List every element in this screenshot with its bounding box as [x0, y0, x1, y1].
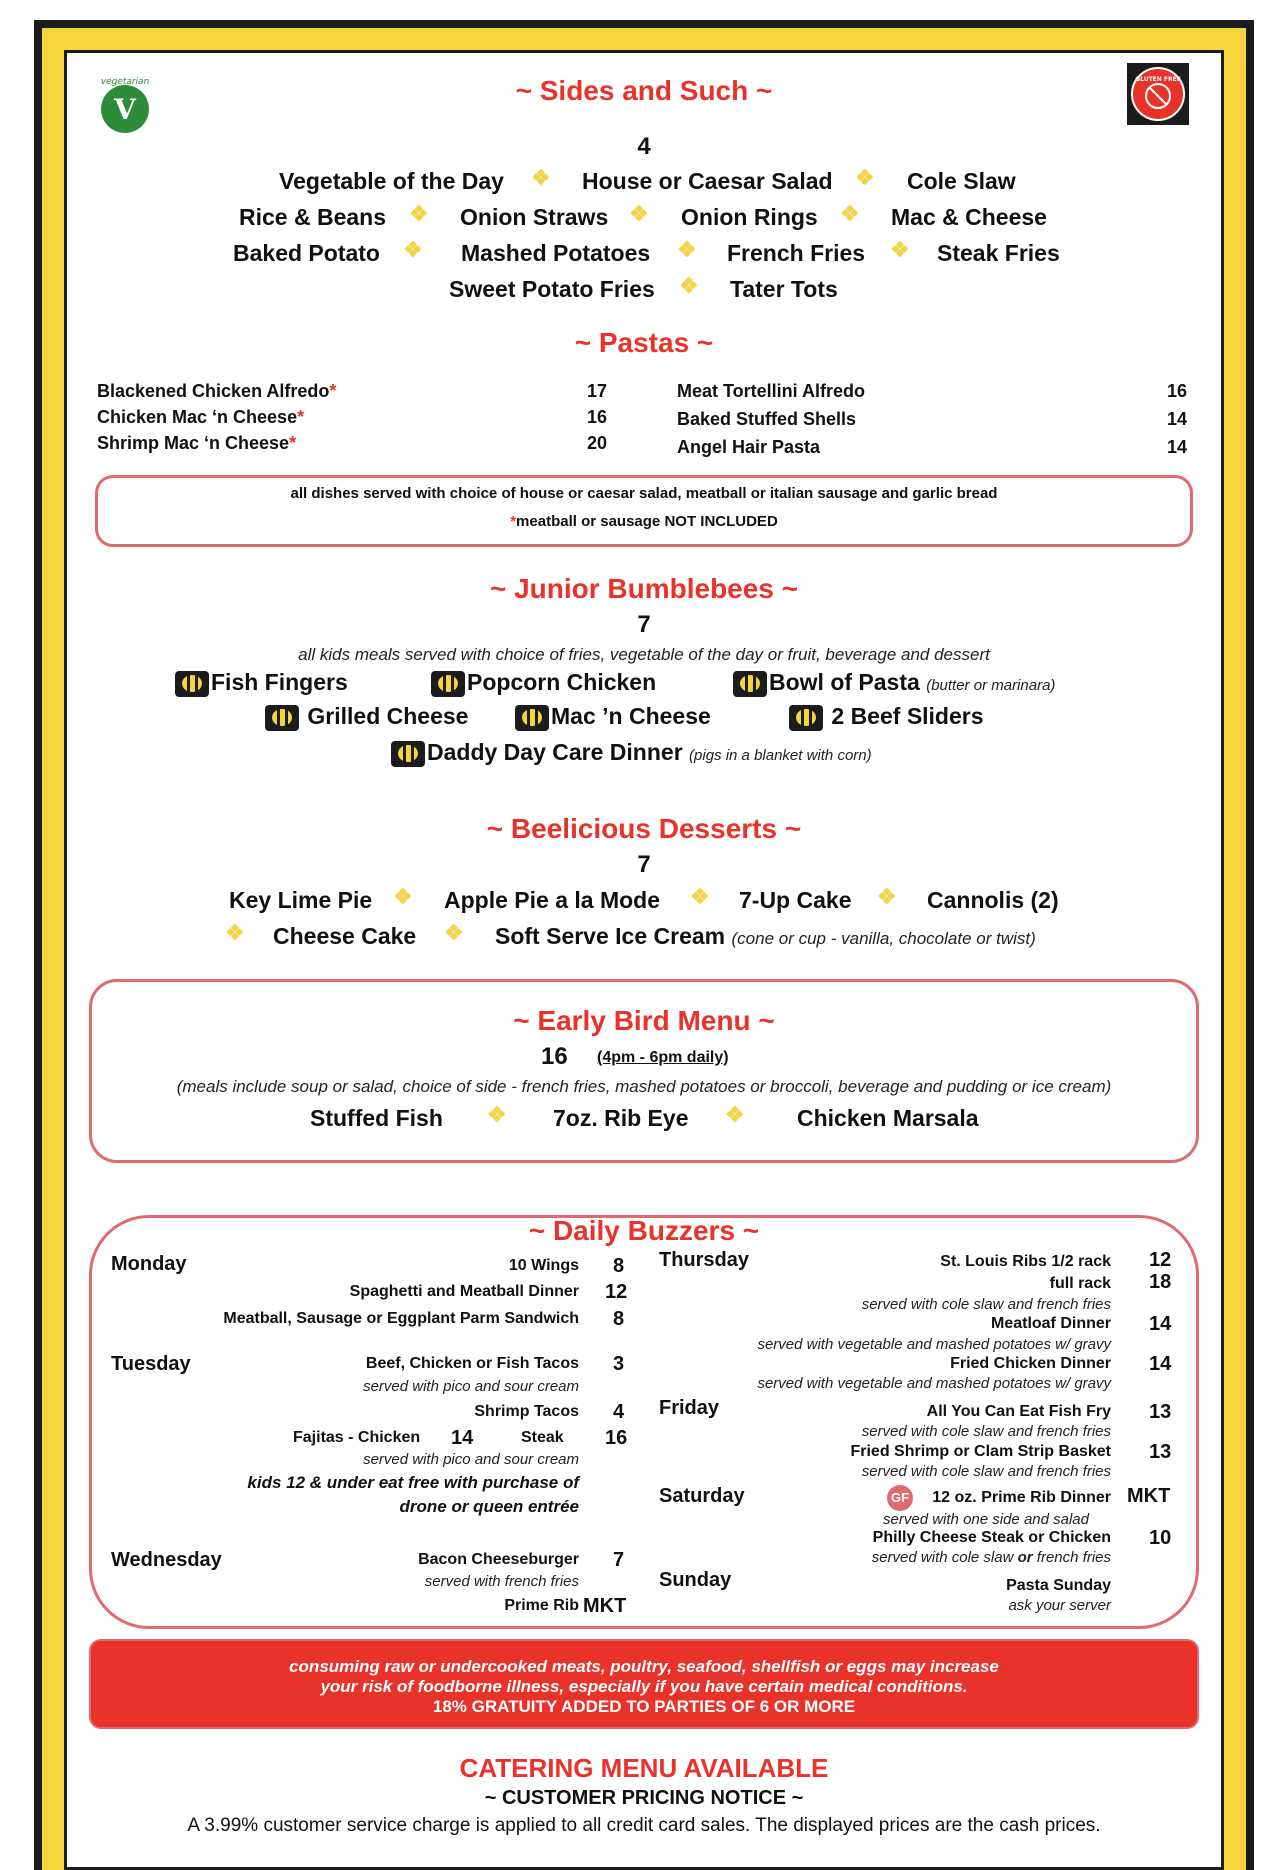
buzzer-price: 18	[1149, 1271, 1172, 1293]
early-bird-note: (meals include soup or salad, choice of side - french fries, mashed potatoes or broccoli, beverage and pudding or ice cream)	[176, 1077, 1112, 1096]
early-bird-item: Chicken Marsala	[797, 1105, 979, 1131]
buzzer-item: Beef, Chicken or Fish Tacos	[365, 1355, 579, 1372]
pasta-price: 14	[1167, 409, 1188, 429]
buzzer-item: St. Louis Ribs 1/2 rack	[940, 1253, 1111, 1270]
sides-item: Onion Straws	[460, 204, 609, 230]
divider-icon: ❖	[725, 1102, 745, 1127]
pasta-item: Shrimp Mac ‘n Cheese*	[97, 433, 297, 453]
sides-item: Steak Fries	[937, 240, 1060, 266]
divider-icon: ❖	[444, 920, 464, 945]
catering-notice: CATERING MENU AVAILABLE	[459, 1753, 829, 1783]
buzzer-item: Steak	[521, 1429, 564, 1446]
buzzer-item: Meatloaf Dinner	[990, 1315, 1111, 1332]
sides-item: Rice & Beans	[239, 204, 387, 230]
desserts-title: ~ Beelicious Desserts ~	[486, 813, 802, 844]
kids-item: Grilled Cheese	[265, 703, 468, 731]
buzzer-price: 13	[1149, 1401, 1172, 1423]
sides-item: Mac & Cheese	[891, 204, 1047, 230]
divider-icon: ❖	[855, 165, 875, 190]
vegetarian-badge-letter: V	[114, 93, 136, 126]
kids-item: Daddy Day Care Dinner (pigs in a blanket with corn)	[391, 739, 872, 767]
divider-icon: ❖	[531, 165, 551, 190]
dessert-item: Soft Serve Ice Cream (cone or cup - vanilla, chocolate or twist)	[495, 923, 1036, 949]
vegetarian-badge-text: vegetarian	[100, 77, 150, 87]
pastas-title: ~ Pastas ~	[574, 327, 714, 358]
pasta-item: Blackened Chicken Alfredo*	[97, 381, 337, 401]
dessert-item: Apple Pie a la Mode	[444, 887, 660, 913]
pasta-item: Meat Tortellini Alfredo	[677, 381, 866, 401]
sides-item: Baked Potato	[233, 240, 380, 266]
buzzer-item: Fajitas - Chicken	[293, 1429, 421, 1446]
daily-buzzers-box	[89, 1215, 1199, 1629]
sides-title: ~ Sides and Such ~	[515, 75, 773, 106]
divider-icon: ❖	[403, 237, 423, 262]
sides-item: Mashed Potatoes	[461, 240, 651, 266]
buzzer-price: 14	[1149, 1313, 1172, 1335]
pasta-note-line2: *meatball or sausage NOT INCLUDED	[510, 513, 778, 530]
buzzer-note: ask your server	[1008, 1597, 1111, 1614]
buzzer-item: Prime Rib	[504, 1597, 579, 1614]
early-bird-price: 16	[541, 1043, 568, 1070]
pasta-note-line1: all dishes served with choice of house or caesar salad, meatball or italian sausage and garlic bread	[290, 485, 998, 502]
warning-line1: consuming raw or undercooked meats, poultry, seafood, shellfish or eggs may increase	[289, 1657, 999, 1676]
buzzer-item: All You Can Eat Fish Fry	[926, 1403, 1111, 1420]
buzzer-item: Philly Cheese Steak or Chicken	[872, 1529, 1111, 1546]
junior-price: 7	[637, 611, 651, 638]
sides-item: Cole Slaw	[907, 168, 1016, 194]
buzzer-item: Fried Chicken Dinner	[950, 1355, 1111, 1372]
buzzer-price: MKT	[583, 1595, 627, 1617]
menu-page	[64, 50, 1224, 1870]
divider-icon: ❖	[677, 237, 697, 262]
day-sunday: Sunday	[659, 1569, 732, 1591]
buzzer-item: full rack	[1049, 1275, 1111, 1292]
sides-item: Sweet Potato Fries	[449, 276, 655, 302]
buzzer-note: served with cole slaw and french fries	[861, 1463, 1111, 1480]
kids-item: 2 Beef Sliders	[789, 703, 984, 731]
buzzer-item: Shrimp Tacos	[474, 1403, 579, 1420]
dessert-item: 7-Up Cake	[739, 887, 852, 913]
pasta-item: Baked Stuffed Shells	[677, 409, 857, 429]
divider-icon: ❖	[840, 201, 860, 226]
pasta-item: Chicken Mac ‘n Cheese*	[97, 407, 305, 427]
warning-line2: your risk of foodborne illness, especially if you have certain medical conditions.	[320, 1677, 968, 1696]
kids-free-note: kids 12 & under eat free with purchase of	[247, 1473, 579, 1492]
junior-title: ~ Junior Bumblebees ~	[489, 573, 799, 604]
buzzer-item: Spaghetti and Meatball Dinner	[349, 1283, 579, 1300]
buzzer-note: served with pico and sour cream	[363, 1378, 579, 1395]
buzzer-price: 12	[1149, 1249, 1172, 1271]
bee-icon	[789, 705, 823, 731]
buzzer-price: 4	[613, 1401, 625, 1423]
sides-item: Vegetable of the Day	[279, 168, 504, 194]
day-wednesday: Wednesday	[111, 1549, 222, 1571]
pricing-notice-title: ~ CUSTOMER PRICING NOTICE ~	[484, 1787, 804, 1809]
buzzer-note: served with pico and sour cream	[363, 1451, 579, 1468]
desserts-price: 7	[637, 851, 651, 878]
buzzer-price: 3	[613, 1353, 625, 1375]
pasta-price: 16	[587, 407, 608, 427]
divider-icon: ❖	[409, 201, 429, 226]
divider-icon: ❖	[393, 884, 413, 909]
pasta-item: Angel Hair Pasta	[677, 437, 821, 457]
sides-price: 4	[637, 133, 651, 160]
buzzer-item: 12 oz. Prime Rib Dinner	[932, 1489, 1111, 1506]
early-bird-title: ~ Early Bird Menu ~	[513, 1005, 775, 1036]
kids-item: Popcorn Chicken	[431, 669, 656, 697]
bee-icon	[733, 671, 767, 697]
buzzer-item: 10 Wings	[508, 1257, 579, 1274]
bee-icon	[515, 705, 549, 731]
day-thursday: Thursday	[659, 1249, 750, 1271]
buzzer-item: Pasta Sunday	[1006, 1577, 1111, 1594]
divider-icon: ❖	[629, 201, 649, 226]
divider-icon: ❖	[690, 884, 710, 909]
early-bird-item: 7oz. Rib Eye	[553, 1105, 689, 1131]
day-monday: Monday	[111, 1253, 187, 1275]
buzzer-price: 8	[613, 1255, 625, 1277]
kids-item: Fish Fingers	[175, 669, 348, 697]
buzzer-note: served with cole slaw and french fries	[861, 1423, 1111, 1440]
pasta-price: 16	[1167, 381, 1188, 401]
buzzer-note: served with cole slaw and french fries	[861, 1296, 1111, 1313]
buzzer-item: Fried Shrimp or Clam Strip Basket	[850, 1443, 1111, 1460]
dessert-item: Key Lime Pie	[229, 887, 373, 913]
buzzer-note: served with one side and salad	[883, 1511, 1089, 1528]
buzzer-price: 10	[1149, 1527, 1172, 1549]
kids-item: Mac ’n Cheese	[515, 703, 711, 731]
buzzer-price: 7	[613, 1549, 625, 1571]
pasta-price: 14	[1167, 437, 1188, 457]
day-friday: Friday	[659, 1397, 720, 1419]
pasta-price: 20	[587, 433, 608, 453]
day-saturday: Saturday	[659, 1485, 745, 1507]
sides-item: House or Caesar Salad	[582, 168, 833, 194]
buzzer-note: served with vegetable and mashed potatoes w/ gravy	[757, 1375, 1111, 1392]
day-tuesday: Tuesday	[111, 1353, 191, 1375]
buzzer-price: MKT	[1127, 1485, 1171, 1507]
gratuity-note: 18% GRATUITY ADDED TO PARTIES OF 6 OR MORE	[432, 1697, 856, 1716]
daily-title: ~ Daily Buzzers ~	[528, 1215, 760, 1246]
pasta-price: 17	[587, 381, 608, 401]
buzzer-note: served with vegetable and mashed potatoes w/ gravy	[757, 1336, 1111, 1353]
divider-icon: ❖	[890, 237, 910, 262]
divider-icon: ❖	[225, 920, 245, 945]
dessert-item: Cheese Cake	[273, 923, 417, 949]
bee-icon	[391, 741, 425, 767]
kids-free-note: drone or queen entrée	[399, 1497, 579, 1516]
dessert-item: Cannolis (2)	[927, 887, 1059, 913]
bee-icon	[265, 705, 299, 731]
buzzer-price: 8	[613, 1308, 625, 1330]
sides-item: Onion Rings	[681, 204, 818, 230]
buzzer-item: Meatball, Sausage or Eggplant Parm Sandwich	[223, 1310, 579, 1327]
sides-item: Tater Tots	[730, 276, 838, 302]
junior-subtitle: all kids meals served with choice of fries, vegetable of the day or fruit, beverage and dessert	[298, 645, 990, 664]
buzzer-price: 16	[605, 1427, 628, 1449]
buzzer-price: 14	[1149, 1353, 1172, 1375]
buzzer-price: 13	[1149, 1441, 1172, 1463]
gluten-free-small-icon: GF	[887, 1485, 913, 1511]
buzzer-note: served with french fries	[424, 1573, 579, 1590]
divider-icon: ❖	[487, 1102, 507, 1127]
early-bird-item: Stuffed Fish	[310, 1105, 443, 1131]
divider-icon: ❖	[679, 273, 699, 298]
buzzer-price: 12	[605, 1281, 628, 1303]
buzzer-note: served with cole slaw or french fries	[871, 1549, 1111, 1566]
service-charge-notice: A 3.99% customer service charge is applied to all credit card sales. The displayed prices are the cash prices.	[187, 1815, 1101, 1836]
bee-icon	[175, 671, 209, 697]
gluten-free-badge-text: GLUTEN FREE	[1135, 76, 1181, 83]
bee-icon	[431, 671, 465, 697]
buzzer-price: 14	[451, 1427, 474, 1449]
sides-item: French Fries	[727, 240, 866, 266]
early-bird-hours: (4pm - 6pm daily)	[597, 1049, 729, 1066]
kids-item: Bowl of Pasta (butter or marinara)	[733, 669, 1055, 697]
divider-icon: ❖	[877, 884, 897, 909]
buzzer-item: Bacon Cheeseburger	[418, 1551, 579, 1568]
